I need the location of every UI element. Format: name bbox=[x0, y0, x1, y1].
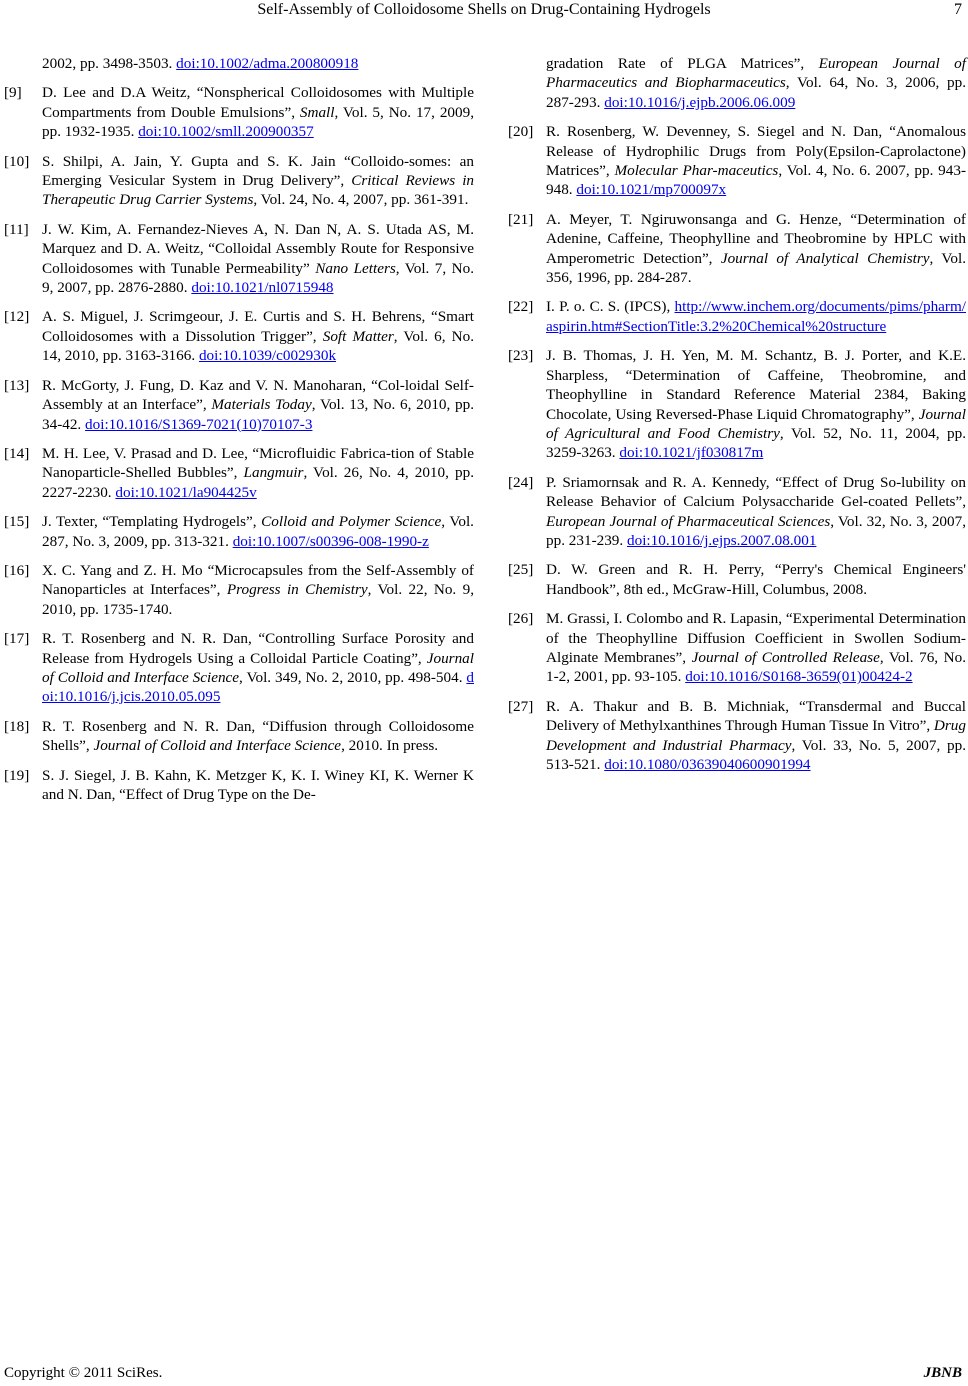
doi-link[interactable]: doi:10.1016/S1369-7021(10)70107-3 bbox=[85, 415, 313, 433]
reference-number: [16] bbox=[4, 561, 30, 579]
reference-entry bbox=[508, 297, 966, 336]
journal-name: Journal of Colloid and Interface Science bbox=[93, 737, 342, 755]
reference-text: J. B. Thomas, J. H. Yen, M. M. Schantz, B. J. Porter, and K.E. Sharpless, “Determination of Caffeine, Theobromine, and Theophylline in Standard Reference Material 2384, Baking Chocolate, Using Reversed-Phase Liquid Chromatography”, Journal of Agricultural and Food Chemistry, Vol. 52, No. 11, 2004, pp. 3259-3263. doi:10.1021/jf030817m bbox=[546, 347, 967, 462]
journal-name: Small bbox=[299, 103, 335, 121]
reference-entry bbox=[4, 561, 474, 619]
page-header bbox=[0, 0, 968, 22]
reference-entry bbox=[508, 122, 966, 200]
journal-name: Journal of Colloid and Interface Science bbox=[42, 649, 474, 686]
reference-number: [21] bbox=[508, 210, 534, 228]
reference-entry bbox=[4, 307, 474, 365]
journal-name: Journal of Agricultural and Food Chemistry bbox=[546, 405, 966, 442]
reference-entry bbox=[508, 609, 966, 687]
reference-entry bbox=[4, 629, 474, 707]
reference-list-right bbox=[508, 122, 966, 774]
journal-name: Colloid and Polymer Science bbox=[261, 513, 442, 531]
reference-number: [17] bbox=[4, 630, 30, 648]
reference-text: R. T. Rosenberg and N. R. Dan, “Diffusion through Colloidosome Shells”, Journal of Colloid and Interface Science, 2010. In press. bbox=[42, 717, 474, 755]
reference-number: [13] bbox=[4, 376, 30, 394]
reference-entry bbox=[4, 717, 474, 756]
reference-text: M. Grassi, I. Colombo and R. Lapasin, “Experimental Determination of the Theophylline Diffusion Coefficient in Swollen Sodium-Alginate Membranes”, Journal of Controlled Release, Vol. 76, No. 1-2, 2001, pp. 93-105. doi:10.1016/S0168-3659(01)00424-2 bbox=[546, 610, 966, 686]
reference-text: R. Rosenberg, W. Devenney, S. Siegel and N. Dan, “Anomalous Release of Hydrophilic Drugs from Poly(Epsilon-Caprolactone) Matrices”, Molecular Phar-maceutics, Vol. 4, No. 6. 2007, pp. 943-948. doi:10.1021/mp700097x bbox=[546, 123, 967, 199]
journal-name: Critical Reviews in Therapeutic Drug Carrier Systems bbox=[42, 172, 475, 209]
journal-name: Nano Letters bbox=[315, 259, 396, 277]
copyright-notice: Copyright © 2011 SciRes. bbox=[4, 1365, 163, 1381]
doi-link[interactable]: doi:10.1021/mp700097x bbox=[576, 181, 727, 199]
reference-number: [9] bbox=[4, 84, 22, 102]
doi-link[interactable]: http://www.inchem.org/documents/pims/pharm/aspirin.htm#SectionTitle:3.2%20Chemical%20structure bbox=[546, 298, 966, 335]
journal-abbreviation: JBNB bbox=[923, 1365, 962, 1381]
journal-name: Journal of Analytical Chemistry bbox=[720, 249, 930, 267]
journal-name: European Journal of Pharmaceutical Sciences bbox=[546, 512, 831, 530]
reference-text: A. Meyer, T. Ngiruwonsanga and G. Henze, “Determination of Adenine, Caffeine, Theophylline and Theobromine by HPLC with Amperometric Detection”, Journal of Analytical Chemistry, Vol. 356, 1996, pp. 284-287. bbox=[546, 210, 966, 287]
doi-link[interactable]: doi:10.1016/j.jcis.2010.05.095 bbox=[42, 668, 474, 706]
reference-continuation: 2002, pp. 3498-3503. doi:10.1002/adma.200800918 bbox=[42, 55, 359, 72]
reference-entry bbox=[508, 697, 966, 775]
reference-number: [24] bbox=[508, 473, 534, 491]
reference-number: [23] bbox=[508, 347, 534, 365]
doi-link[interactable]: doi:10.1002/smll.200900357 bbox=[138, 123, 314, 141]
doi-link[interactable]: doi:10.1002/adma.200800918 bbox=[176, 55, 359, 72]
reference-list-left bbox=[4, 83, 474, 804]
reference-text: R. A. Thakur and B. B. Michniak, “Transdermal and Buccal Delivery of Methylxanthines Through Human Tissue In Vitro”, Drug Development and Industrial Pharmacy, Vol. 33, No. 5, 2007, pp. 513-521. doi:10.1080/03639040600901994 bbox=[546, 697, 967, 773]
right-column bbox=[508, 54, 966, 784]
reference-number: [15] bbox=[4, 513, 30, 531]
reference-text: S. Shilpi, A. Jain, Y. Gupta and S. K. Jain “Colloido-somes: an Emerging Vesicular System in Drug Delivery”, Critical Reviews in Therapeutic Drug Carrier Systems, Vol. 24, No. 4, 2007, pp. 361-391. bbox=[42, 152, 475, 209]
reference-number: [11] bbox=[4, 220, 29, 238]
doi-link[interactable]: doi:10.1016/S0168-3659(01)00424-2 bbox=[685, 668, 913, 686]
reference-entry bbox=[508, 560, 966, 599]
reference-number: [20] bbox=[508, 123, 534, 141]
reference-number: [12] bbox=[4, 308, 30, 326]
reference-text: R. McGorty, J. Fung, D. Kaz and V. N. Manoharan, “Col-loidal Self-Assembly at an Interface”, Materials Today, Vol. 13, No. 6, 2010, pp. 34-42. doi:10.1016/S1369-7021(10)70107-3 bbox=[42, 376, 474, 433]
reference-number: [10] bbox=[4, 152, 30, 170]
reference-text: J. W. Kim, A. Fernandez-Nieves A, N. Dan N, A. S. Utada AS, M. Marquez and D. A. Weitz, “Colloidal Assembly Route for Responsive Colloidosomes with Tunable Permeability” Nano Letters, Vol. 7, No. 9, 2007, pp. 2876-2880. doi:10.1021/nl0715948 bbox=[42, 220, 474, 297]
reference-number: [19] bbox=[4, 766, 30, 784]
doi-link[interactable]: doi:10.1021/nl0715948 bbox=[191, 279, 334, 297]
reference-text: R. T. Rosenberg and N. R. Dan, “Controlling Surface Porosity and Release from Hydrogels Using a Colloidal Particle Coating”, Journal of Colloid and Interface Science, Vol. 349, No. 2, 2010, pp. 498-504. doi:10.1016/j.jcis.2010.05.095 bbox=[42, 630, 474, 706]
left-column bbox=[4, 54, 474, 814]
reference-entry bbox=[4, 444, 474, 502]
reference-number: [26] bbox=[508, 610, 534, 628]
reference-entry bbox=[4, 512, 474, 551]
reference-entry bbox=[4, 766, 474, 805]
page-number: 7 bbox=[954, 1, 962, 18]
reference-text: X. C. Yang and Z. H. Mo “Microcapsules from the Self-Assembly of Nanoparticles at Interfaces”, Progress in Chemistry, Vol. 22, No. 9, 2010, pp. 1735-1740. bbox=[42, 561, 475, 618]
reference-text: J. Texter, “Templating Hydrogels”, Colloid and Polymer Science, Vol. 287, No. 3, 2009, pp. 313-321. doi:10.1007/s00396-008-1990-z bbox=[42, 513, 474, 550]
reference-entry bbox=[508, 473, 966, 551]
journal-name: Drug Development and Industrial Pharmacy bbox=[546, 717, 966, 754]
journal-name: Langmuir bbox=[243, 464, 304, 482]
reference-number: [25] bbox=[508, 561, 534, 579]
reference-text: I. P. o. C. S. (IPCS), http://www.inchem.org/documents/pims/pharm/aspirin.htm#SectionTitle:3.2%20Chemical%20structure bbox=[546, 298, 966, 335]
reference-entry bbox=[4, 152, 474, 210]
doi-link[interactable]: doi:10.1016/j.ejpb.2006.06.009 bbox=[604, 93, 796, 111]
reference-text: M. H. Lee, V. Prasad and D. Lee, “Microfluidic Fabrica-tion of Stable Nanoparticle-Shelled Bubbles”, Langmuir, Vol. 26, No. 4, 2010, pp. 2227-2230. doi:10.1021/la904425v bbox=[42, 444, 474, 501]
reference-number: [14] bbox=[4, 444, 30, 462]
doi-link[interactable]: doi:10.1039/c002930k bbox=[198, 347, 337, 365]
doi-link[interactable]: doi:10.1021/la904425v bbox=[115, 483, 257, 501]
doi-link[interactable]: doi:10.1016/j.ejps.2007.08.001 bbox=[627, 531, 817, 549]
reference-number: [22] bbox=[508, 298, 534, 316]
reference-number: [27] bbox=[508, 697, 534, 715]
running-title: Self-Assembly of Colloidosome Shells on Drug-Containing Hydrogels bbox=[257, 1, 711, 18]
journal-name: Materials Today bbox=[211, 396, 312, 414]
reference-number: [18] bbox=[4, 717, 30, 735]
journal-name: Soft Matter bbox=[322, 327, 394, 345]
reference-text: A. S. Miguel, J. Scrimgeour, J. E. Curtis and S. H. Behrens, “Smart Colloidosomes with a Dissolution Trigger”, Soft Matter, Vol. 6, No. 14, 2010, pp. 3163-3166. doi:10.1039/c002930k bbox=[42, 308, 475, 365]
journal-name: Molecular Phar-maceutics bbox=[614, 162, 779, 180]
reference-entry bbox=[508, 346, 966, 462]
reference-text: S. J. Siegel, J. B. Kahn, K. Metzger K, K. I. Winey KI, K. Werner K and N. Dan, “Effect of Drug Type on the De- bbox=[42, 766, 474, 803]
doi-link[interactable]: doi:10.1080/03639040600901994 bbox=[604, 756, 811, 773]
doi-link[interactable]: doi:10.1007/s00396-008-1990-z bbox=[232, 532, 429, 550]
journal-name: European Journal of Pharmaceutics and Biopharmaceutics bbox=[546, 55, 966, 92]
journal-name: Journal of Controlled Release bbox=[691, 648, 880, 666]
journal-name: Progress in Chemistry bbox=[226, 581, 368, 599]
reference-text: D. Lee and D.A Weitz, “Nonspherical Colloidosomes with Multiple Compartments from Double Emulsions”, Small, Vol. 5, No. 17, 2009, pp. 1932-1935. doi:10.1002/smll.200900357 bbox=[42, 84, 474, 141]
reference-entry bbox=[508, 210, 966, 288]
reference-text: P. Sriamornsak and R. A. Kennedy, “Effect of Drug So-lubility on Release Behavior of Calcium Polysaccharide Gel-coated Pellets”, European Journal of Pharmaceutical Sciences, Vol. 32, No. 3, 2007, pp. 231-239. doi:10.1016/j.ejps.2007.08.001 bbox=[546, 473, 966, 549]
reference-text: D. W. Green and R. H. Perry, “Perry's Chemical Engineers' Handbook”, 8th ed., McGraw-Hill, Columbus, 2008. bbox=[546, 561, 966, 598]
doi-link[interactable]: doi:10.1021/jf030817m bbox=[619, 444, 764, 462]
reference-entry bbox=[4, 376, 474, 434]
reference-entry bbox=[4, 83, 474, 141]
reference-continuation: gradation Rate of PLGA Matrices”, European Journal of Pharmaceutics and Biopharmaceutics, Vol. 64, No. 3, 2006, pp. 287-293. doi:10.1016/j.ejpb.2006.06.009 bbox=[546, 55, 966, 111]
reference-entry bbox=[4, 220, 474, 298]
